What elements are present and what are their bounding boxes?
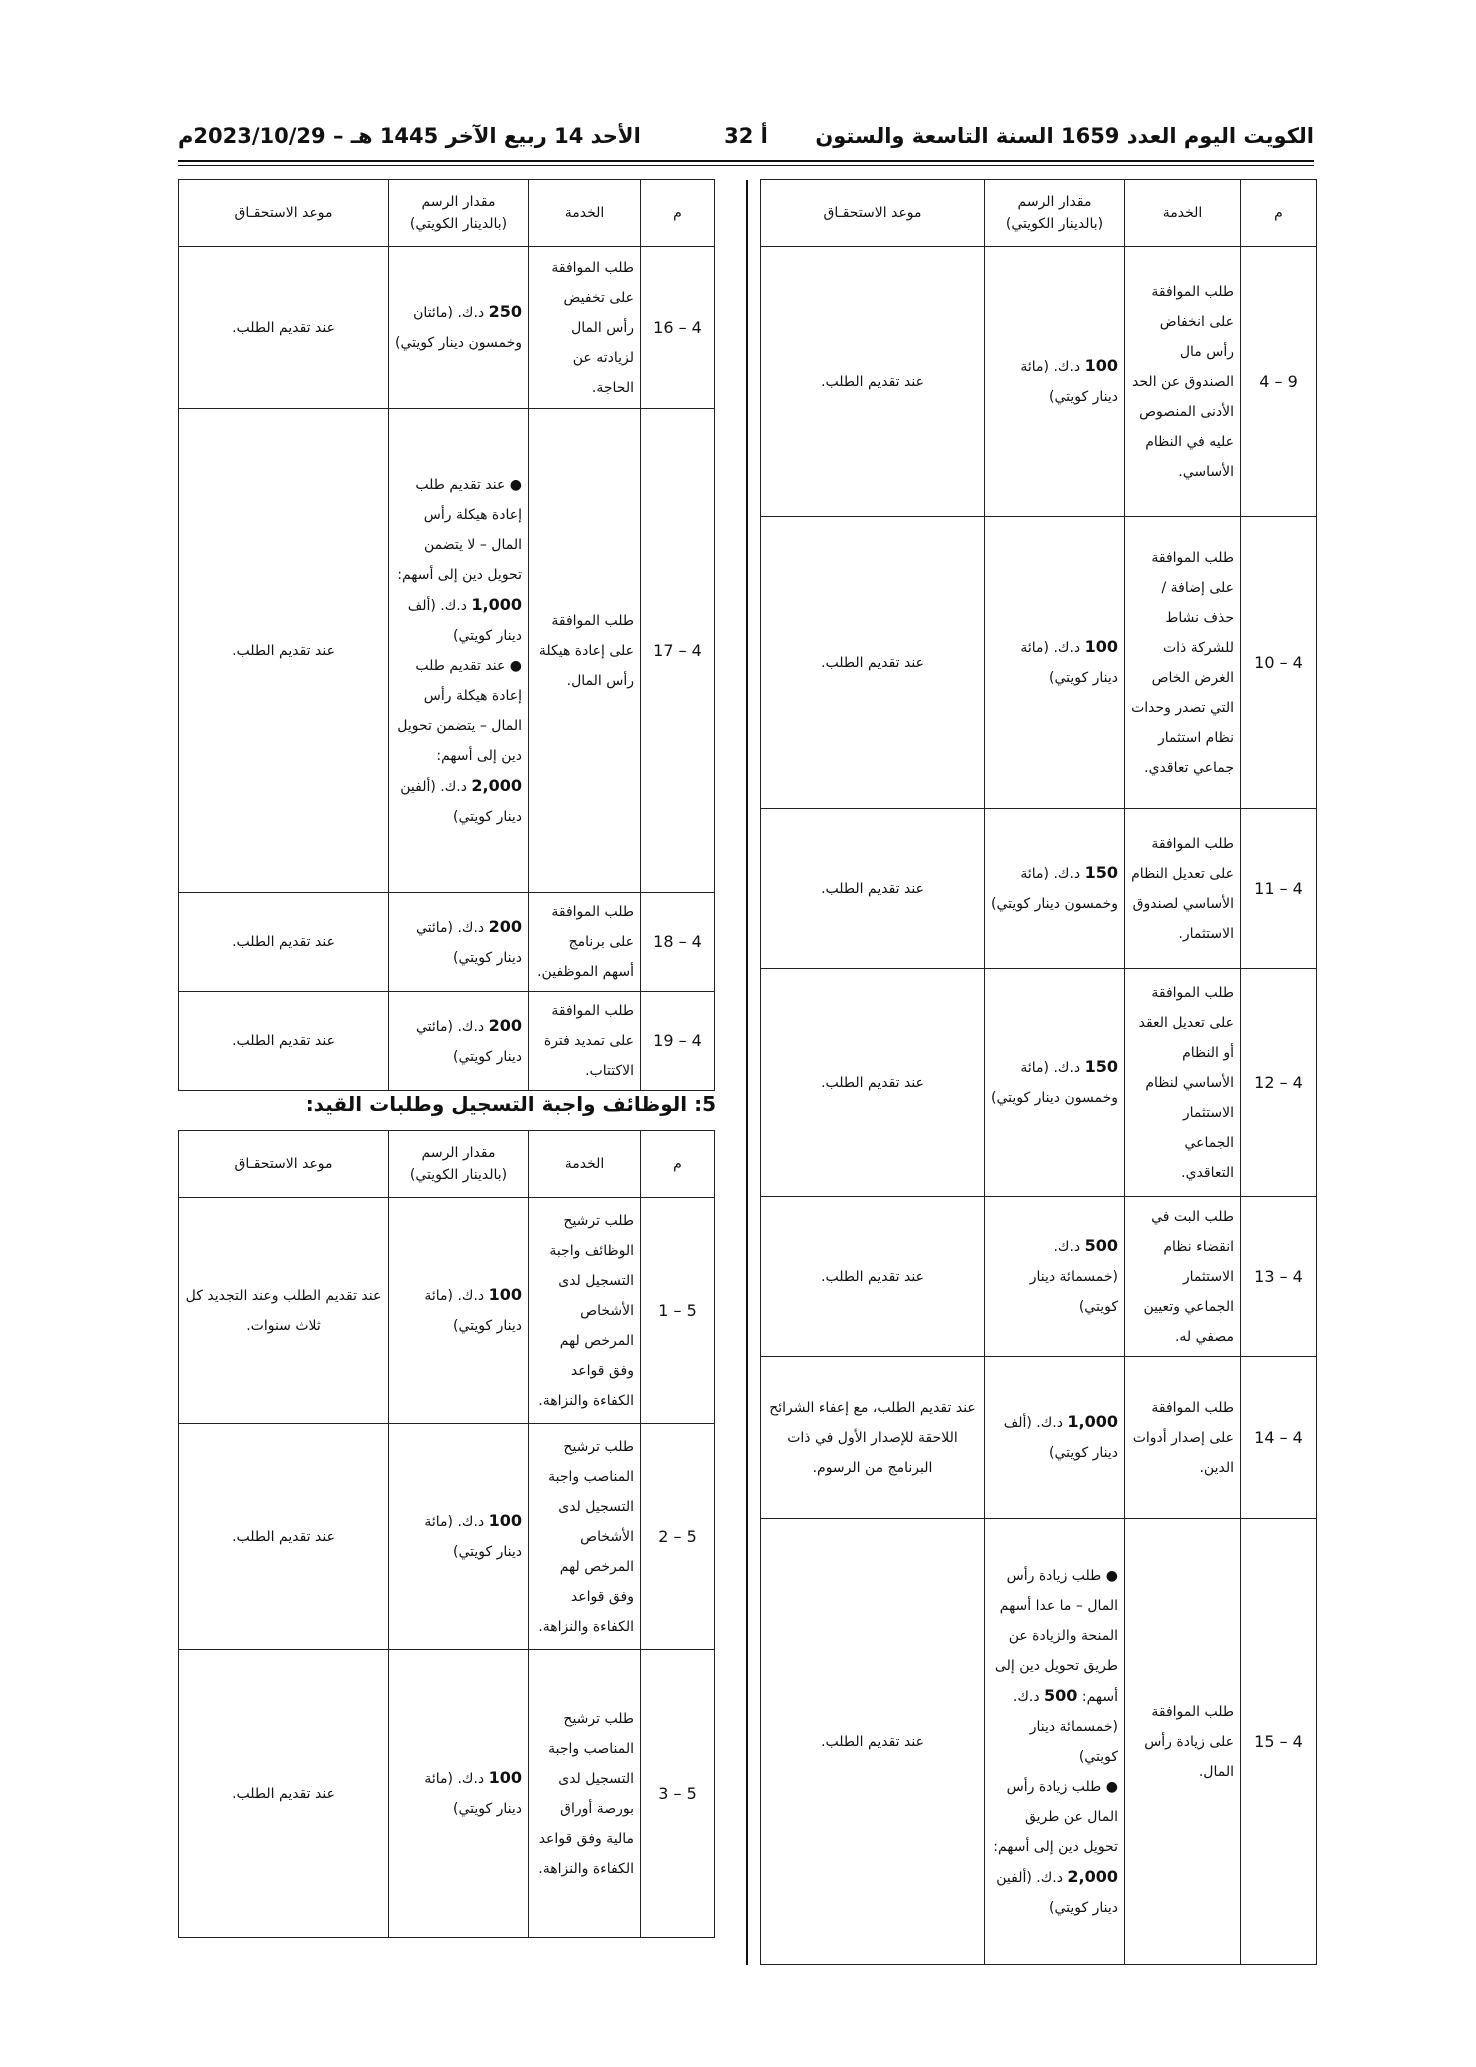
row-number: 4 – 15 bbox=[1241, 1519, 1317, 1965]
table-row bbox=[761, 809, 1317, 969]
fee-amount bbox=[985, 247, 1125, 517]
fee-value: 100 bbox=[488, 1285, 522, 1304]
table-row bbox=[761, 969, 1317, 1197]
table-header-row bbox=[761, 180, 1317, 247]
fee-item: ● طلب زيادة رأس المال – ما عدا أسهم المنحة والزيادة عن طريق تحويل دين إلى أسهم: 500 د.ك. (خمسمائة دينار كويتي) bbox=[994, 1567, 1118, 1765]
fee-item: ● عند تقديم طلب إعادة هيكلة رأس المال – لا يتضمن تحويل دين إلى أسهم: 1,000 د.ك. (ألف دينار كويتي) bbox=[397, 476, 522, 644]
fee-value: 100 bbox=[1084, 356, 1118, 375]
bullet-icon: ● bbox=[505, 476, 522, 493]
bullet-icon: ● bbox=[1101, 1567, 1118, 1584]
service-description: طلب البت في انقضاء نظام الاستثمار الجماعي وتعيين مصفي له. bbox=[1125, 1197, 1241, 1357]
table-row bbox=[761, 1519, 1317, 1965]
due-date: عند تقديم الطلب. bbox=[179, 893, 389, 992]
fee-value: 100 bbox=[488, 1511, 522, 1530]
fee-amount bbox=[389, 893, 529, 992]
fee-text: د.ك. (مائة دينار كويتي) bbox=[1020, 359, 1118, 405]
fee-amount bbox=[389, 409, 529, 893]
due-date: عند تقديم الطلب. bbox=[761, 1197, 985, 1357]
table-row bbox=[179, 409, 715, 893]
fee-text: د.ك. (مائة وخمسون دينار كويتي) bbox=[991, 866, 1118, 912]
col-header-service: الخدمة bbox=[1125, 180, 1241, 247]
due-date: عند تقديم الطلب. bbox=[761, 247, 985, 517]
page-header bbox=[178, 118, 1314, 158]
due-date: عند تقديم الطلب. bbox=[761, 517, 985, 809]
service-description: طلب الموافقة على انخفاض رأس مال الصندوق عن الحد الأدنى المنصوص عليه في النظام الأساسي. bbox=[1125, 247, 1241, 517]
fees-table-left bbox=[178, 179, 715, 1091]
service-description: طلب الموافقة على تعديل النظام الأساسي لصندوق الاستثمار. bbox=[1125, 809, 1241, 969]
table-row bbox=[761, 1197, 1317, 1357]
due-date: عند تقديم الطلب. bbox=[761, 1519, 985, 1965]
row-number: 5 – 2 bbox=[641, 1424, 715, 1650]
fee-amount bbox=[985, 809, 1125, 969]
fee-amount bbox=[985, 969, 1125, 1197]
table-row bbox=[179, 247, 715, 409]
due-date: عند تقديم الطلب. bbox=[179, 1650, 389, 1938]
table-row bbox=[179, 1424, 715, 1650]
col-header-num: م bbox=[641, 1131, 715, 1198]
fee-text: د.ك. (مائة دينار كويتي) bbox=[424, 1288, 522, 1334]
due-date: عند تقديم الطلب، مع إعفاء الشرائح اللاحقة للإصدار الأول في ذات البرنامج من الرسوم. bbox=[761, 1357, 985, 1519]
row-number: 4 – 10 bbox=[1241, 517, 1317, 809]
col-header-service: الخدمة bbox=[529, 1131, 641, 1198]
row-number: 4 – 12 bbox=[1241, 969, 1317, 1197]
issue-date: الأحد 14 ربيع الآخر 1445 هـ – 2023/10/29م bbox=[178, 124, 641, 148]
col-header-fee: مقدار الرسم (بالدينار الكويتي) bbox=[389, 1131, 529, 1198]
service-description: طلب الموافقة على إصدار أدوات الدين. bbox=[1125, 1357, 1241, 1519]
row-number: 4 – 13 bbox=[1241, 1197, 1317, 1357]
header-rule-thin bbox=[178, 165, 1314, 166]
column-divider bbox=[746, 180, 748, 1965]
fee-text: د.ك. (مائتي دينار كويتي) bbox=[416, 919, 522, 966]
due-date: عند تقديم الطلب. bbox=[179, 409, 389, 893]
fee-value: 1,000 bbox=[1067, 1412, 1118, 1431]
section-5-title: 5: الوظائف واجبة التسجيل وطلبات القيد: bbox=[305, 1092, 716, 1116]
table-row bbox=[179, 893, 715, 992]
due-date: عند تقديم الطلب. bbox=[761, 809, 985, 969]
fee-value: 100 bbox=[488, 1768, 522, 1787]
fee-value: 200 bbox=[488, 1015, 522, 1035]
row-number: 5 – 3 bbox=[641, 1650, 715, 1938]
gazette-issue-info: الكويت اليوم العدد 1659 السنة التاسعة والستون bbox=[815, 124, 1314, 148]
fee-text: د.ك. (مائة دينار كويتي) bbox=[424, 1514, 522, 1560]
service-description: طلب الموافقة على برنامج أسهم الموظفين. bbox=[529, 893, 641, 992]
fee-amount bbox=[985, 1519, 1125, 1965]
fee-amount bbox=[389, 992, 529, 1091]
page-number: أ 32 bbox=[724, 124, 768, 148]
service-description: طلب الموافقة على إضافة /حذف نشاط للشركة ذات الغرض الخاص التي تصدر وحدات نظام استثمار جماعي تعاقدي. bbox=[1125, 517, 1241, 809]
fee-amount bbox=[389, 1650, 529, 1938]
fees-table-right bbox=[760, 179, 1317, 1965]
fee-amount bbox=[389, 1424, 529, 1650]
fee-value: 500 bbox=[1084, 1236, 1118, 1255]
fee-text: د.ك. (مائة دينار كويتي) bbox=[424, 1771, 522, 1817]
service-description: طلب الموافقة على إعادة هيكلة رأس المال. bbox=[529, 409, 641, 893]
fee-text: د.ك. (مائة وخمسون دينار كويتي) bbox=[991, 1060, 1118, 1106]
fee-amount bbox=[985, 517, 1125, 809]
fee-amount bbox=[389, 1198, 529, 1424]
fee-text: د.ك. (مائة دينار كويتي) bbox=[1020, 640, 1118, 686]
row-number: 4 – 14 bbox=[1241, 1357, 1317, 1519]
fee-item: ● طلب زيادة رأس المال عن طريق تحويل دين إلى أسهم: 2,000 د.ك. (ألفين دينار كويتي) bbox=[993, 1778, 1118, 1916]
row-number: 4 – 16 bbox=[641, 247, 715, 409]
fee-amount bbox=[985, 1197, 1125, 1357]
table-row bbox=[761, 517, 1317, 809]
col-header-service: الخدمة bbox=[529, 180, 641, 247]
col-header-num: م bbox=[1241, 180, 1317, 247]
col-header-fee: مقدار الرسم (بالدينار الكويتي) bbox=[389, 180, 529, 247]
service-description: طلب الموافقة على تمديد فترة الاكتتاب. bbox=[529, 992, 641, 1091]
fee-value: 200 bbox=[488, 916, 522, 936]
col-header-due: موعد الاستحقـاق bbox=[179, 1131, 389, 1198]
fee-item: ● عند تقديم طلب إعادة هيكلة رأس المال – يتضمن تحويل دين إلى أسهم: 2,000 د.ك. (ألفين دينار كويتي) bbox=[397, 657, 522, 825]
bullet-icon: ● bbox=[1101, 1778, 1118, 1795]
due-date: عند تقديم الطلب. bbox=[179, 992, 389, 1091]
row-number: 9 – 4 bbox=[1241, 247, 1317, 517]
table-header-row bbox=[179, 1131, 715, 1198]
due-date: عند تقديم الطلب وعند التجديد كل ثلاث سنوات. bbox=[179, 1198, 389, 1424]
col-header-due: موعد الاستحقـاق bbox=[179, 180, 389, 247]
row-number: 4 – 18 bbox=[641, 893, 715, 992]
fee-text: د.ك. (مائتي دينار كويتي) bbox=[416, 1018, 522, 1065]
col-header-num: م bbox=[641, 180, 715, 247]
fees-table-section5 bbox=[178, 1130, 715, 1938]
row-number: 4 – 19 bbox=[641, 992, 715, 1091]
fee-value: 150 bbox=[1084, 1057, 1118, 1076]
row-number: 4 – 11 bbox=[1241, 809, 1317, 969]
table-row bbox=[761, 247, 1317, 517]
table-row bbox=[761, 1357, 1317, 1519]
due-date: عند تقديم الطلب. bbox=[179, 1424, 389, 1650]
service-description: طلب الموافقة على زيادة رأس المال. bbox=[1125, 1519, 1241, 1965]
service-description: طلب ترشيح الوظائف واجبة التسجيل لدى الأشخاص المرخص لهم وفق قواعد الكفاءة والنزاهة. bbox=[529, 1198, 641, 1424]
fee-value: 100 bbox=[1084, 637, 1118, 656]
fee-text: د.ك. (ألف دينار كويتي) bbox=[1003, 1415, 1118, 1461]
service-description: طلب ترشيح المناصب واجبة التسجيل لدى بورصة أوراق مالية وفق قواعد الكفاءة والنزاهة. bbox=[529, 1650, 641, 1938]
due-date: عند تقديم الطلب. bbox=[179, 247, 389, 409]
due-date: عند تقديم الطلب. bbox=[761, 969, 985, 1197]
fee-text: د.ك. (خمسمائة دينار كويتي) bbox=[1029, 1239, 1118, 1315]
table-row bbox=[179, 992, 715, 1091]
service-description: طلب الموافقة على تعديل العقد أو النظام الأساسي لنظام الاستثمار الجماعي التعاقدي. bbox=[1125, 969, 1241, 1197]
fee-value: 150 bbox=[1084, 863, 1118, 882]
service-description: طلب الموافقة على تخفيض رأس المال لزيادته عن الحاجة. bbox=[529, 247, 641, 409]
bullet-icon: ● bbox=[505, 657, 522, 674]
col-header-due: موعد الاستحقـاق bbox=[761, 180, 985, 247]
table-header-row bbox=[179, 180, 715, 247]
row-number: 5 – 1 bbox=[641, 1198, 715, 1424]
col-header-fee: مقدار الرسم (بالدينار الكويتي) bbox=[985, 180, 1125, 247]
table-row bbox=[179, 1198, 715, 1424]
fee-amount bbox=[985, 1357, 1125, 1519]
service-description: طلب ترشيح المناصب واجبة التسجيل لدى الأشخاص المرخص لهم وفق قواعد الكفاءة والنزاهة. bbox=[529, 1424, 641, 1650]
fee-text: د.ك. (مائتان وخمسون دينار كويتي) bbox=[395, 305, 522, 351]
fee-value: 250 bbox=[488, 302, 522, 321]
fee-amount bbox=[389, 247, 529, 409]
table-row bbox=[179, 1650, 715, 1938]
row-number: 4 – 17 bbox=[641, 409, 715, 893]
header-rule bbox=[178, 160, 1314, 162]
